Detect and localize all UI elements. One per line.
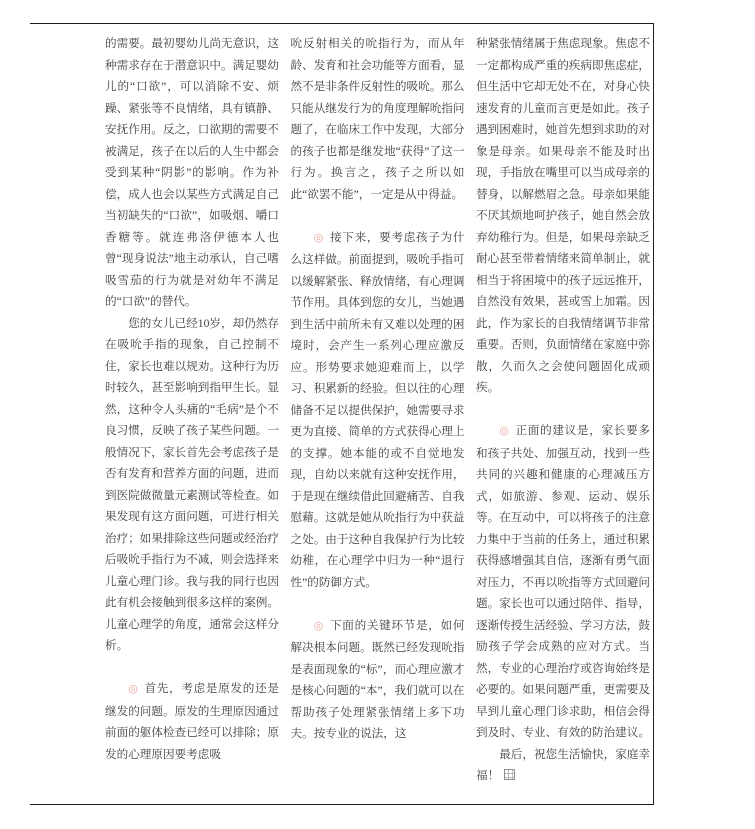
paragraph-text: 正面的建议是，家长要多和孩子共处、加强互动，找到一些共同的兴趣和健康的心理减压方式，如旅游、参观、运动、娱乐等。在互动中，可以将孩子的注意力集中于当前的任务上，通过积累获得感增强其自信，逐渐有勇气面对压力，不再以吮指等方式回避问题。家长也可以通过陪伴、指导，逐渐传授生活经验、学习方法，鼓励孩子学会成熟的应对方式。当然，专业的心理治疗或咨询始终是必要的。如果问题严重，更需要及早到儿童心理门诊求助，相信会得到及时、专业、有效的防治建议。: [476, 424, 650, 739]
bullet-icon: ◎: [499, 425, 510, 437]
paragraph-text: 接下来，要考虑孩子为什么这样做。前面提到，吸吮手指可以缓解紧张、释放情绪，有心理调节作用。具体到您的女儿，当她遇到生活中前所未有又难以处理的困境时，会产生一系列心理应激反应。形势要求她迎难而上，以学习、积累新的经验。但以往的心理储备不足以提供保护，她需要寻求更为直接、简单的方式获得心理上的支撑。她本能的或不自觉地发现，自幼以来就有这种安抚作用，于是现在继续借此回避痛苦、自我慰藉。这就是她从吮指行为中获益之处。由于这种自我保护行为比较幼稚，在心理学中归为一种“退行性”的防御方式。: [290, 230, 465, 589]
paragraph-continuation: 吮反射相关的吮指行为，而从年龄、发育和社会功能等方面看，显然不是非条件反射性的吸吮。那么只能从继发行为的角度理解吮指问题了，在临床工作中发现，大部分的孩子也都是继发地“获得”了这一行为。换言之，孩子之所以如此“欲罢不能”，一定是从中得益。: [290, 37, 465, 201]
bullet-icon: ◎: [128, 683, 139, 695]
paragraph-text: 最后，祝您生活愉快，家庭幸福！: [476, 747, 650, 782]
bullet-icon: ◎: [313, 231, 324, 244]
paragraph-text: 下面的关键环节是，如何解决根本问题。既然已经发现吮指是表面现象的“标”，而心理应激才是核心问题的“本”，我们就可以在帮助孩子处理紧张情绪上多下功夫。按专业的说法，这: [290, 618, 465, 740]
bullet-paragraph: [476, 420, 650, 744]
bullet-paragraph: [105, 678, 279, 765]
paragraph-text: 首先，考虑是原发的还是继发的问题。原发的生理原因通过前面的躯体检查已经可以排除；原发的心理原因要考虑吸: [105, 682, 279, 761]
bullet-paragraph: [291, 615, 465, 745]
bullet-icon: ◎: [313, 619, 324, 632]
paragraph: 您的女儿已经10岁，却仍然存在吸吮手指的现象，自己控制不住，家长也难以规劝。这种行为历时较久，甚至影响到指甲生长。显然，这种令人头痛的“毛病”是个不良习惯，反映了孩子某些问题。一般情况下，家长首先会考虑孩子是否有发育和营养方面的问题，进而到医院做微量元素测试等检查。如果发现有这方面问题，可进行相关治疗；如果排除这些问题或经治疗后吸吮手指行为不减，则会选择来儿童心理门诊。我与我的同行也因此有机会接触到很多这样的案例。儿童心理学的角度，通常会这样分析。: [105, 316, 279, 652]
bullet-paragraph: [291, 227, 465, 594]
column-3: [476, 33, 650, 787]
column-1: [105, 33, 279, 787]
paragraph-continuation: 种紧张情绪属于焦虑现象。焦虑不一定都构成严重的疾病即焦虑症，但生活中它却无处不在，对身心快速发育的儿童而言更是如此。孩子遇到困难时，她首先想到求助的对象是母亲。如果母亲不能及时出现，手指放在嘴里可以当成母亲的替身，以解燃眉之急。母亲如果能不厌其烦地呵护孩子，她自然会放弃幼稚行为。但是，如果母亲缺乏耐心甚至带着情绪来简单制止，就相当于将困境中的孩子远远推开，自然没有效果，甚或雪上加霜。因此，作为家长的自我情绪调节非常重要。否则，负面情绪在家庭中弥散，久而久之会使问题固化成顽疾。: [476, 37, 650, 394]
text-columns: [105, 33, 650, 787]
end-of-article-mark: [504, 769, 515, 780]
column-2: [291, 33, 465, 787]
closing-paragraph: [476, 744, 650, 787]
paragraph-continuation: 的需要。最初婴幼儿尚无意识，这种需求存在于潜意识中。满足婴幼儿的“口欲”，可以消除不安、烦躁、紧张等不良情绪，具有镇静、安抚作用。反之，口欲期的需要不被满足，孩子在以后的人生中都会受到某种“阴影”的影响。作为补偿，成人也会以某些方式满足自己当初缺失的“口欲”，如吸烟、嚼口香糖等。就连弗洛伊德本人也曾“现身说法”地主动承认，自己嗜吸雪茄的行为就是对幼年不满足的“口欲”的替代。: [105, 37, 279, 308]
